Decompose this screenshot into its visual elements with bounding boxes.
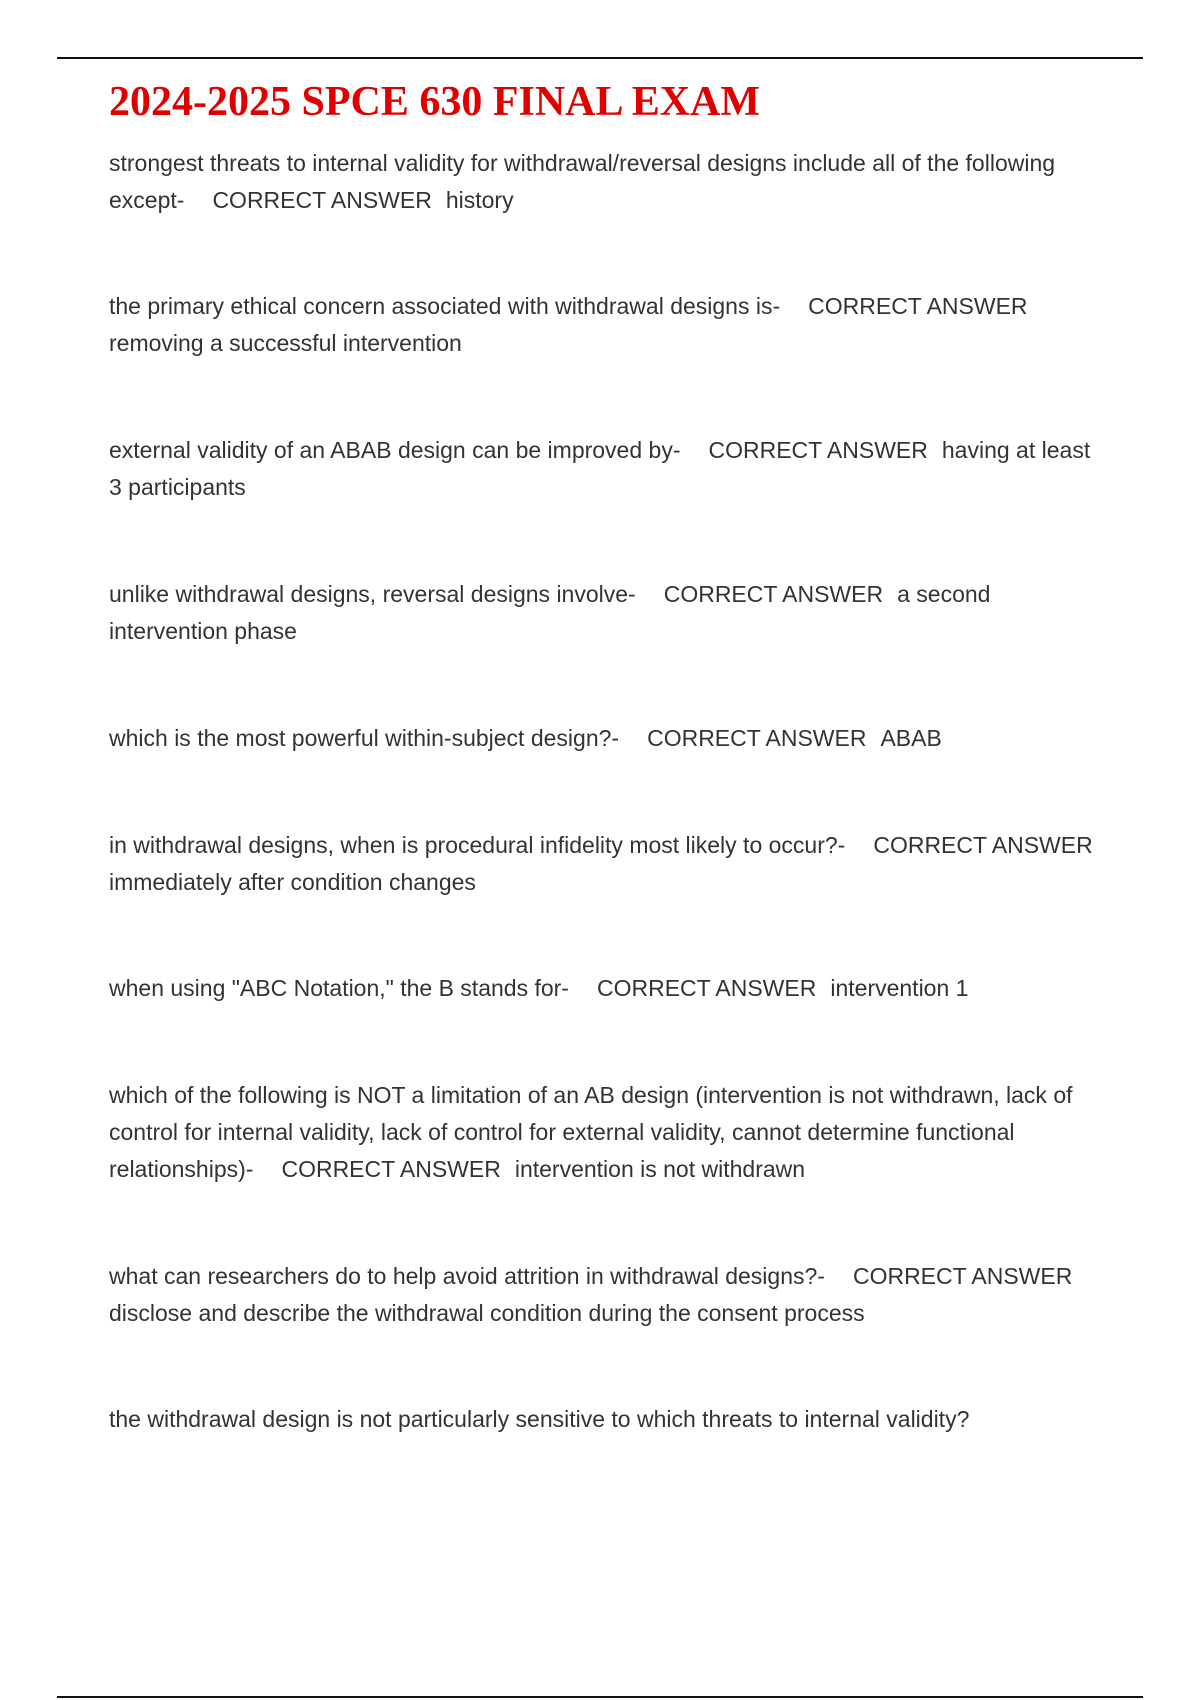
answer-text: disclose and describe the withdrawal condition during the consent process (109, 1300, 865, 1326)
top-divider (57, 57, 1143, 59)
qa-item-6 (109, 827, 1109, 901)
qa-item-10 (109, 1401, 1109, 1438)
question-text: when using "ABC Notation," the B stands for- (109, 975, 569, 1001)
answer-text: removing a successful intervention (109, 330, 462, 356)
qa-item-8 (109, 1077, 1109, 1188)
document-title: 2024-2025 SPCE 630 FINAL EXAM (109, 79, 761, 125)
question-text: which is the most powerful within-subject design?- (109, 725, 620, 751)
qa-item-4 (109, 576, 1109, 650)
answer-marker: CORRECT ANSWER (808, 293, 1028, 319)
answer-text: history (445, 187, 514, 213)
bottom-divider (57, 1696, 1143, 1698)
answer-marker: CORRECT ANSWER (212, 187, 432, 213)
answer-marker: CORRECT ANSWER (873, 832, 1093, 858)
qa-item-9 (109, 1258, 1109, 1332)
question-text: external validity of an ABAB design can be improved by- (109, 437, 681, 463)
answer-marker: CORRECT ANSWER (281, 1156, 501, 1182)
question-text: which of the following is NOT a limitation of an AB design (intervention is not withdrawn, lack of control for internal validity, lack of control for external validity, cannot determine functional relationships)- (109, 1082, 1073, 1182)
question-text: the primary ethical concern associated with withdrawal designs is- (109, 293, 781, 319)
answer-text: immediately after condition changes (109, 869, 476, 895)
answer-marker: CORRECT ANSWER (663, 581, 884, 607)
question-text: the withdrawal design is not particularly sensitive to which threats to internal validity? (109, 1406, 970, 1432)
qa-item-2 (109, 288, 1109, 362)
qa-item-7 (109, 970, 1109, 1007)
answer-text: having at least 3 participants (109, 437, 1091, 500)
question-text: what can researchers do to help avoid attrition in withdrawal designs?- (109, 1263, 825, 1289)
answer-marker: CORRECT ANSWER (596, 975, 817, 1001)
qa-item-3 (109, 432, 1109, 506)
answer-text: intervention 1 (830, 975, 969, 1001)
answer-marker: CORRECT ANSWER (708, 437, 928, 463)
answer-marker: CORRECT ANSWER (852, 1263, 1073, 1289)
answer-text: intervention is not withdrawn (514, 1156, 806, 1182)
qa-item-5 (109, 720, 1109, 757)
answer-text: ABAB (880, 725, 942, 751)
question-text: in withdrawal designs, when is procedural infidelity most likely to occur?- (109, 832, 846, 858)
answer-marker: CORRECT ANSWER (647, 725, 867, 751)
qa-item-1 (109, 145, 1109, 219)
answer-text: a second intervention phase (109, 581, 991, 644)
question-text: strongest threats to internal validity for withdrawal/reversal designs include all of the following except- (109, 150, 1056, 213)
question-text: unlike withdrawal designs, reversal designs involve- (109, 581, 636, 607)
